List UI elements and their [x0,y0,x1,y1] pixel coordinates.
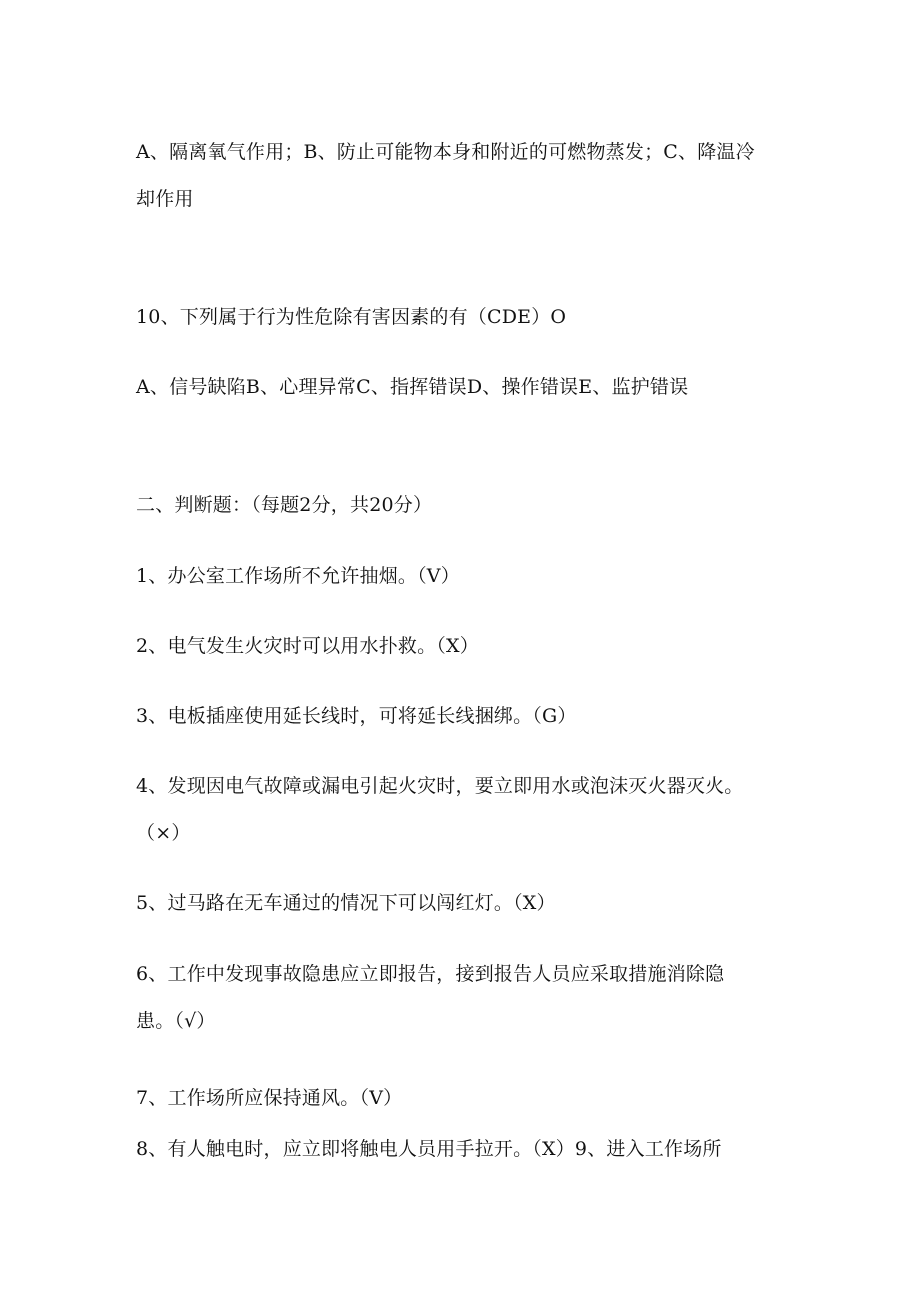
judgment-item-6: 6、工作中发现事故隐患应立即报告，接到报告人员应采取措施消除隐 [136,963,725,985]
question-10: 10、下列属于行为性危除有害因素的有（CDE）O [136,306,567,328]
judgment-item-2: 2、电气发生火灾时可以用水扑救。（X） [136,635,479,657]
judgment-item-6-continued: 患。（√） [136,1010,216,1032]
judgment-item-4-answer: （×） [136,822,191,844]
judgment-item-5: 5、过马路在无车通过的情况下可以闯红灯。（X） [136,892,556,914]
option-line-q10: A、信号缺陷B、心理异常C、指挥错误D、操作错误E、监护错误 [136,376,689,398]
judgment-item-8-9: 8、有人触电时，应立即将触电人员用手拉开。（X）9、进入工作场所 [136,1138,722,1160]
section-heading-true-false: 二、判断题：（每题2分，共20分） [136,494,433,516]
option-line-q9-continued: 却作用 [136,188,194,210]
option-line-q9: A、隔离氧气作用；B、防止可能物本身和附近的可燃物蒸发；C、降温冷 [136,141,755,163]
judgment-item-7: 7、工作场所应保持通风。（V） [136,1087,403,1109]
judgment-item-4: 4、发现因电气故障或漏电引起火灾时，要立即用水或泡沫灭火器灭火。 [136,775,744,797]
judgment-item-1: 1、办公室工作场所不允许抽烟。（V） [136,565,460,587]
judgment-item-3: 3、电板插座使用延长线时，可将延长线捆绑。（G） [136,705,577,727]
